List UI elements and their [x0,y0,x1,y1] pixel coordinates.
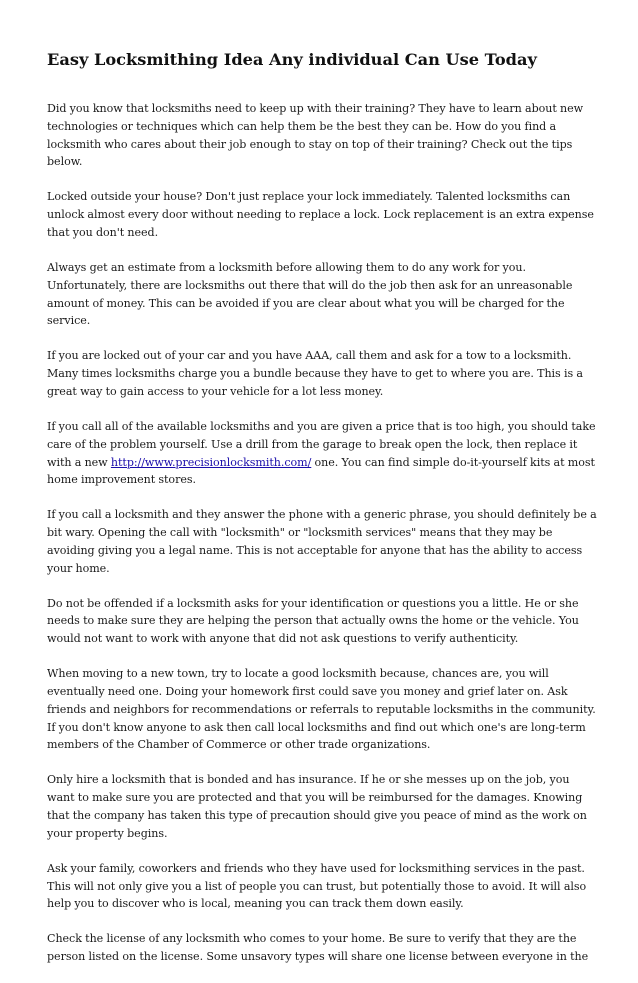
paragraph-intro: Did you know that locksmiths need to keep up with their training? They have to learn about new technologies or techniques which can help them be the best they can be. How do you find a locksmith who cares about their job enough to stay on top of their training? Check out the tips below. [47,102,584,169]
paragraph-generic-phrase: If you call a locksmith and they answer the phone with a generic phrase, you should definitely be a bit wary. Opening the call with "locksmith" or "locksmith services" means that they may be avoiding giving you a legal name. This is not acceptable for anyone that has the ability to access your home. [47,508,597,575]
paragraph-locked-outside: Locked outside your house? Don't just replace your lock immediately. Talented locksmiths can unlock almost every door without needing to replace a lock. Lock replacement is an extra expense that you don't need. [47,190,594,239]
paragraph-license: Check the license of any locksmith who comes to your home. Be sure to verify that they are the person listed on the license. Some unsavory types will share one license between everyone in the [47,932,589,964]
paragraph-drill-before: If you call all of the available locksmiths and you are given a price that is too high, you should take care of the problem yourself. Use a drill from the garage to break open the lock, then replace it with a new [47,419,596,469]
paragraph-aaa: If you are locked out of your car and you have AAA, call them and ask for a tow to a locksmith. Many times locksmiths charge you a bundle because they have to get to where you are. This is a great way to gain access to your vehicle for a lot less money. [47,349,583,398]
paragraph-estimate: Always get an estimate from a locksmith before allowing them to do any work for you. Unfortunately, there are locksmiths out there that will do the job then ask for an unreasonable amount of money. This can be avoided if you are clear about what you will be charged for the service. [47,260,573,328]
paragraph-new-town: When moving to a new town, try to locate a good locksmith because, chances are, you will eventually need one. Doing your homework first could save you money and grief later on. Ask friends and neighbors for recommendations or referrals to reputable locksmiths in the community. If you don't know anyone to ask then call local locksmiths and find out which one's are long-term members of the Chamber of Commerce or other trade organizations. [47,667,596,752]
paragraph-identification: Do not be offended if a locksmith asks for your identification or questions you a little. He or she needs to make sure they are helping the person that actually owns the home or the vehicle. You would not want to work with anyone that did not ask questions to verify authenticity. [47,596,579,646]
document-page [47,48,597,983]
paragraph-ask-family: Ask your family, coworkers and friends who they have used for locksmithing services in the past. This will not only give you a list of people you can trust, but potentially those to avoid. It will also help you to discover who is local, meaning you can track them down easily. [47,861,587,911]
paragraph-drill-after: one. You can find simple do-it-yourself kits at most home improvement stores. [47,455,595,487]
document-title: Easy Locksmithing Idea Any individual Can Use Today [47,50,537,69]
precision-locksmith-link[interactable]: http://www.precisionlocksmith.com/ [110,455,312,469]
paragraph-bonded: Only hire a locksmith that is bonded and has insurance. If he or she messes up on the job, you want to make sure you are protected and that you will be reimbursed for the damages. Knowing that the company has taken this type of precaution should give you peace of mind as the work on your property begins. [47,773,587,840]
paragraph-drill [47,418,597,489]
